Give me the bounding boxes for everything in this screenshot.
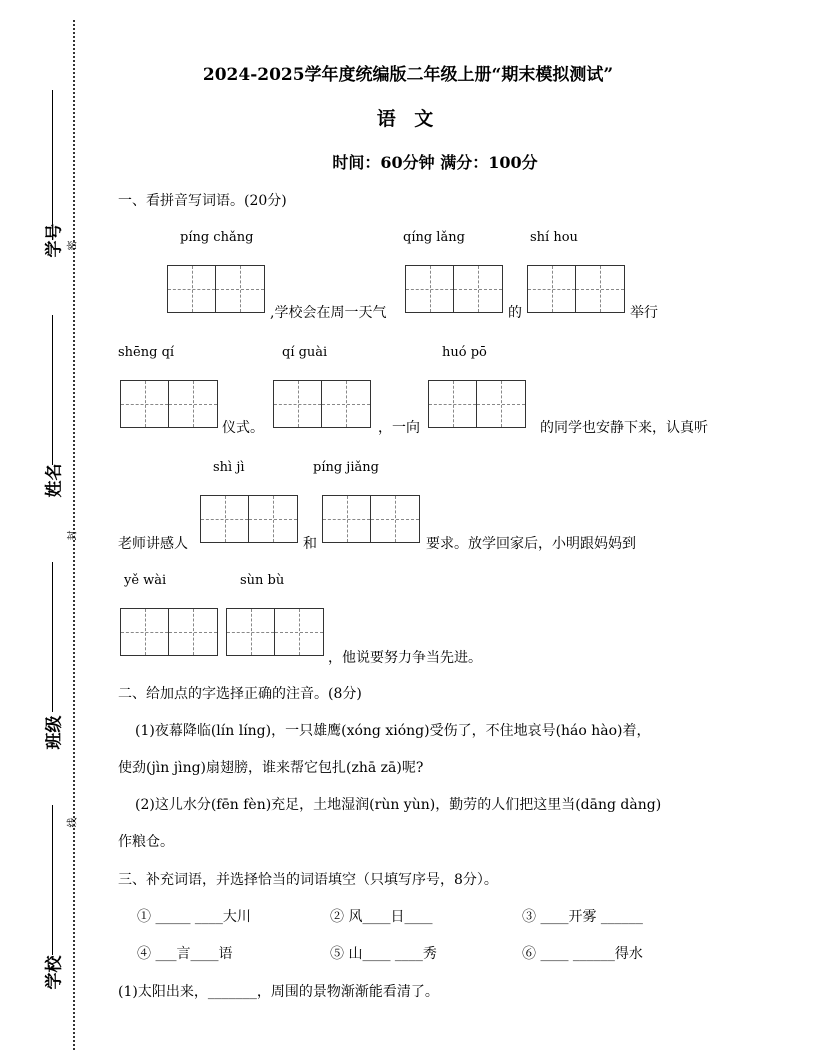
fill-item[interactable]: ② 风____日____ [330, 909, 433, 925]
exam-title: 2024-2025学年度统编版二年级上册“期末模拟测试” [202, 65, 614, 85]
pinyin-label: qíng lǎng [403, 230, 465, 245]
student-id-label: 学号 [44, 223, 65, 258]
fill-item[interactable]: ⑥ ____ ______得水 [522, 946, 643, 962]
sentence-text: 要求。放学回家后，小明跟妈妈到 [426, 536, 636, 552]
section2-heading: 二、给加点的字选择正确的注音。(8分) [118, 686, 362, 702]
fill-item[interactable]: ③ ____开雾 ______ [522, 909, 643, 925]
sentence-text: ，他说要努力争当先进。 [328, 650, 482, 666]
sentence-text: 举行 [630, 305, 658, 321]
writing-grid[interactable] [273, 380, 371, 428]
student-name-label: 姓名 [44, 463, 65, 498]
seal-mark-feng: 封 [67, 530, 79, 541]
sentence-text: 和 [303, 536, 317, 552]
question-line: 使劲(jìn jìng)扇翅膀，谁来帮它包扎(zhā zā)呢? [118, 760, 424, 776]
writing-grid[interactable] [167, 265, 265, 313]
pinyin-label: yě wài [124, 573, 167, 588]
class-label: 班级 [44, 715, 65, 750]
pinyin-label: qí guài [282, 345, 328, 360]
sentence-text: 的同学也安静下来，认真听 [540, 420, 708, 436]
seal-mark-mi: 密 [67, 240, 79, 251]
school-label: 学校 [44, 955, 65, 990]
question-line: (1)夜幕降临(lín líng)，一只雄鹰(xóng xióng)受伤了，不住地哀号(háo hào)着， [135, 723, 651, 739]
section1-heading: 一、看拼音写词语。(20分) [118, 193, 287, 209]
writing-grid[interactable] [322, 495, 420, 543]
question-line: (2)这儿水分(fēn fèn)充足，土地湿润(rùn yùn)，勤劳的人们把这里当(dāng dàng) [135, 797, 662, 813]
sentence-text: 的 [508, 305, 522, 321]
writing-grid[interactable] [120, 608, 218, 656]
fill-item[interactable]: ④ ___言____语 [137, 946, 233, 962]
writing-grid[interactable] [405, 265, 503, 313]
sentence-text: 老师讲感人 [118, 536, 188, 552]
class-line [52, 562, 53, 712]
pinyin-label: sùn bù [240, 573, 285, 588]
question-line: (1)太阳出来，_______，周围的景物渐渐能看清了。 [118, 984, 439, 1000]
section3-heading: 三、补充词语，并选择恰当的词语填空（只填写序号，8分）。 [118, 872, 498, 888]
student-name-line [52, 315, 53, 465]
pinyin-label: huó pō [442, 345, 487, 360]
fill-item[interactable]: ① _____ ____大川 [137, 909, 251, 925]
writing-grid[interactable] [120, 380, 218, 428]
sentence-text: 仪式。 [222, 420, 264, 436]
pinyin-label: shì jì [213, 460, 245, 475]
time-score-info: 时间：60分钟 满分：100分 [332, 153, 538, 172]
pinyin-label: shēng qí [118, 345, 175, 360]
writing-grid[interactable] [226, 608, 324, 656]
school-line [52, 805, 53, 955]
pinyin-label: píng jiǎng [313, 460, 379, 475]
fill-item[interactable]: ⑤ 山____ ____秀 [330, 946, 437, 962]
sentence-text: ，一向 [378, 420, 420, 436]
question-line: 作粮仓。 [118, 834, 174, 850]
pinyin-label: píng chǎng [180, 230, 254, 245]
sentence-text: ,学校会在周一天气 [270, 305, 387, 321]
writing-grid[interactable] [200, 495, 298, 543]
subject-title: 语 文 [376, 108, 440, 130]
seal-mark-xian: 线 [67, 817, 79, 828]
pinyin-label: shí hou [530, 230, 578, 245]
writing-grid[interactable] [527, 265, 625, 313]
writing-grid[interactable] [428, 380, 526, 428]
